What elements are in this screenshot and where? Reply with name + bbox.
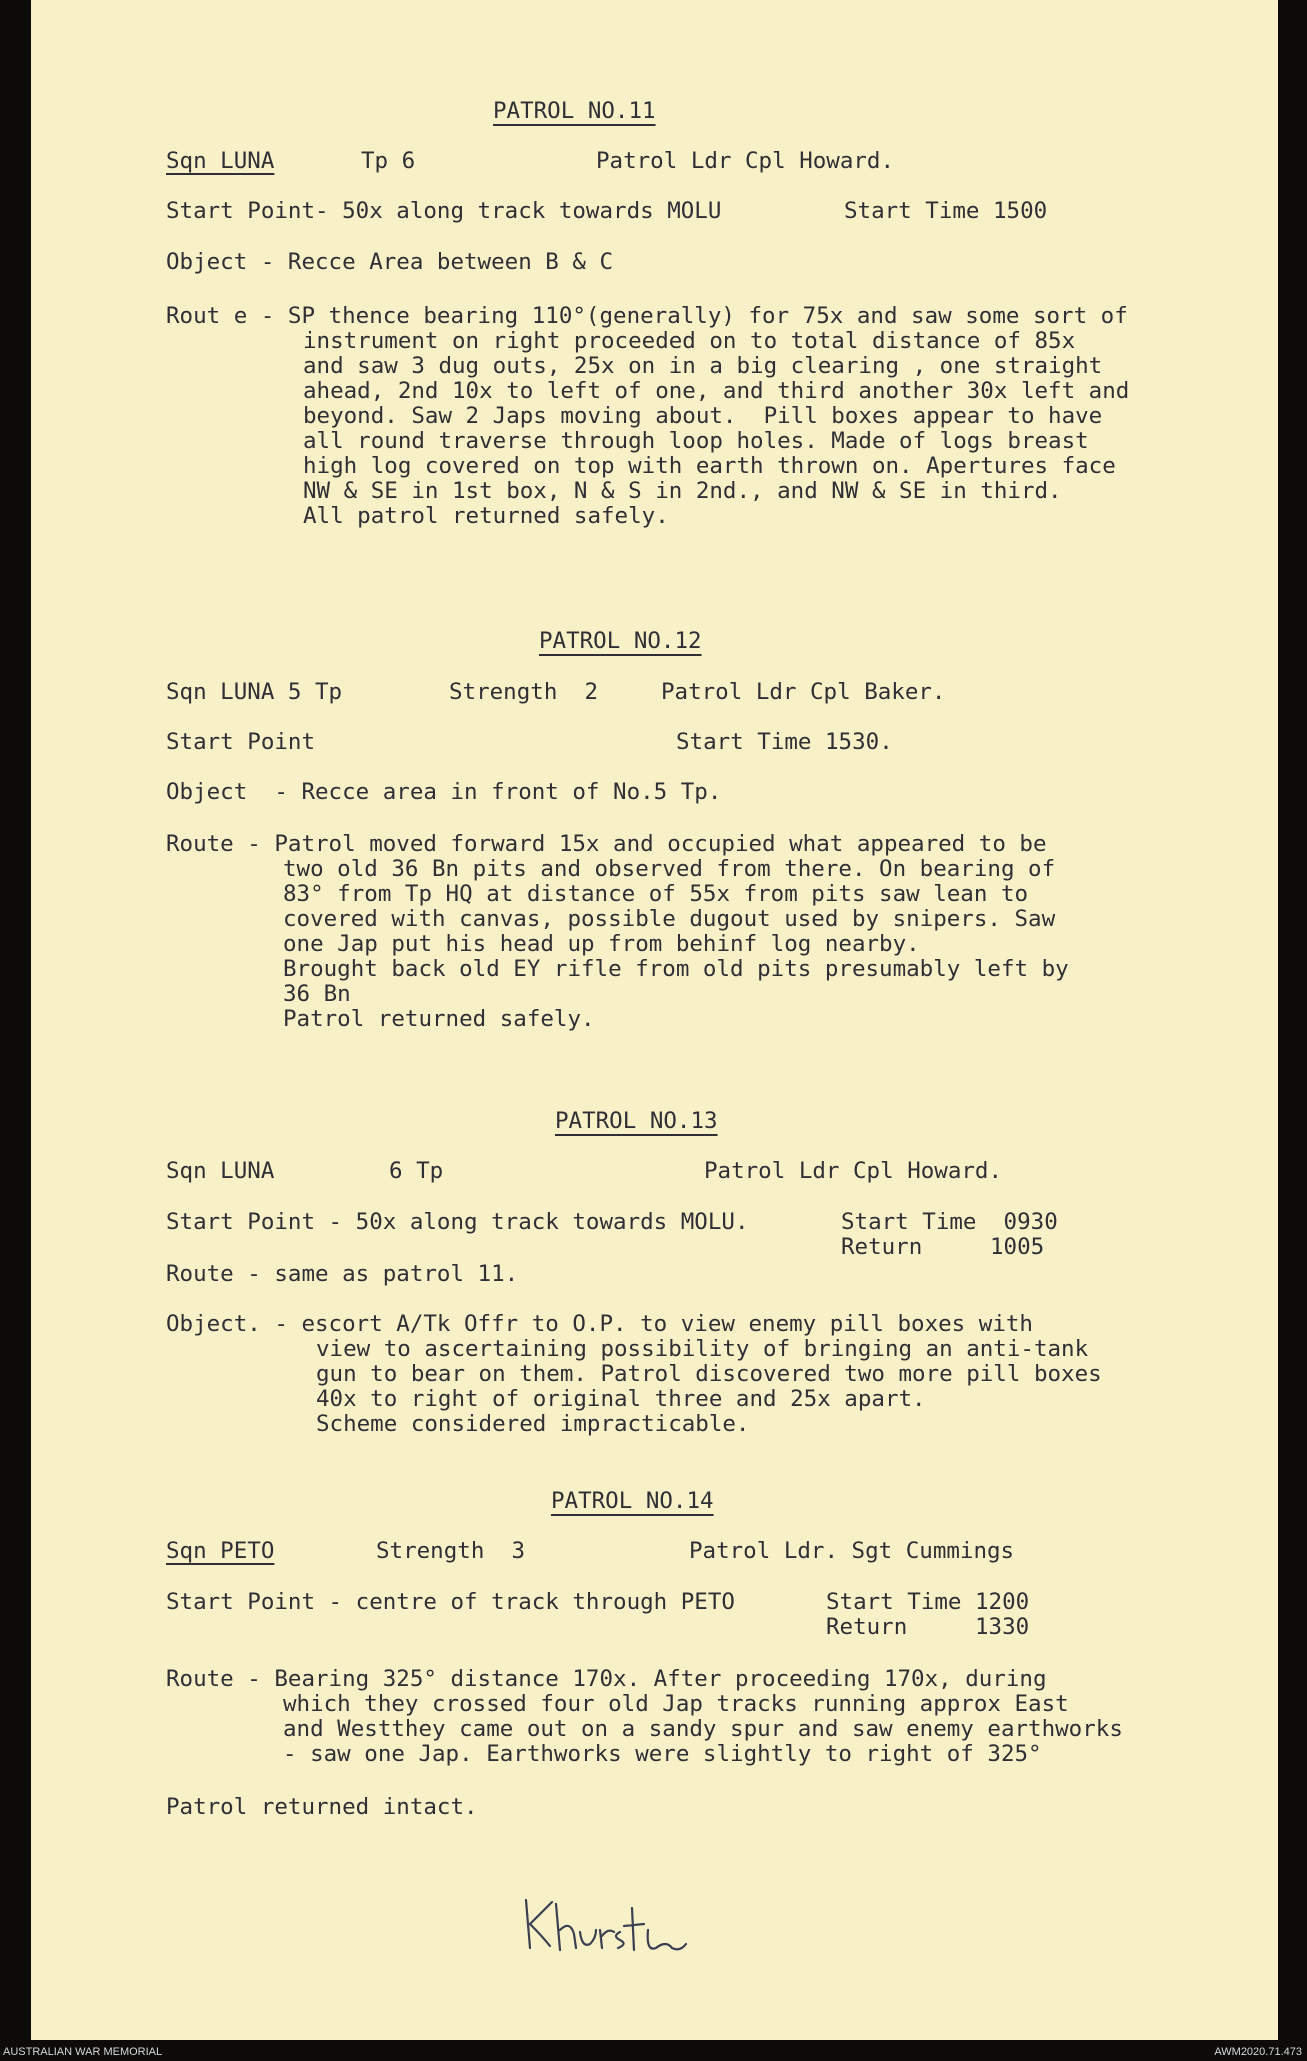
patrol-14-title: PATROL NO.14: [551, 1488, 714, 1514]
patrol-13-start-time: Start Time 0930: [841, 1209, 1058, 1235]
patrol-12-title: PATROL NO.12: [539, 628, 702, 654]
patrol-11-leader: Patrol Ldr Cpl Howard.: [596, 148, 895, 174]
patrol-11-object: Object - Recce Area between B & C: [166, 249, 614, 275]
patrol-13-leader: Patrol Ldr Cpl Howard.: [704, 1158, 1003, 1184]
patrol-12-strength: Strength 2: [449, 679, 599, 705]
patrol-14-start-point: Start Point - centre of track through PETO: [166, 1589, 735, 1615]
patrol-11-start-point: Start Point- 50x along track towards MOLU: [166, 198, 722, 224]
patrol-11-route-line: instrument on right proceeded on to total distance of 85x: [303, 328, 1076, 354]
patrol-12-start-point: Start Point: [166, 729, 316, 755]
patrol-13-object-line: Object. - escort A/Tk Offr to O.P. to view enemy pill boxes with: [166, 1311, 1033, 1337]
patrol-12-route-line: Brought back old EY rifle from old pits presumably left by: [283, 956, 1069, 982]
patrol-12-leader: Patrol Ldr Cpl Baker.: [661, 679, 946, 705]
patrol-13-route: Route - same as patrol 11.: [166, 1261, 519, 1287]
patrol-13-object-line: Scheme considered impracticable.: [316, 1411, 750, 1437]
patrol-13-object-line: view to ascertaining possibility of bringing an anti-tank: [316, 1336, 1089, 1362]
patrol-11-route-line: all round traverse through loop holes. Made of logs breast: [303, 428, 1089, 454]
patrol-12-route-line: 36 Bn: [283, 981, 351, 1007]
patrol-11-route-line: NW & SE in 1st box, N & S in 2nd., and NW & SE in third.: [303, 478, 1062, 504]
signature: [516, 1890, 696, 1974]
patrol-12-route-line: Route - Patrol moved forward 15x and occupied what appeared to be: [166, 831, 1047, 857]
patrol-11-tp: Tp 6: [361, 148, 416, 174]
patrol-11-route-line: All patrol returned safely.: [303, 503, 669, 529]
patrol-12-object: Object - Recce area in front of No.5 Tp.: [166, 779, 722, 805]
patrol-12-start-time: Start Time 1530.: [676, 729, 893, 755]
patrol-13-return-time: Return 1005: [841, 1234, 1045, 1260]
patrol-14-start-time: Start Time 1200: [826, 1589, 1030, 1615]
patrol-12-route-line: two old 36 Bn pits and observed from there. On bearing of: [283, 856, 1056, 882]
patrol-11-route-line: Rout e - SP thence bearing 110°(generally) for 75x and saw some sort of: [166, 303, 1128, 329]
patrol-14-strength: Strength 3: [376, 1538, 526, 1564]
patrol-14-route-line: and Westthey came out on a sandy spur and saw enemy earthworks: [283, 1716, 1123, 1742]
patrol-14-sqn: Sqn PETO: [166, 1538, 275, 1564]
document-page: [31, 0, 1278, 2040]
patrol-12-route-line: covered with canvas, possible dugout used by snipers. Saw: [283, 906, 1056, 932]
patrol-11-route-line: ahead, 2nd 10x to left of one, and third another 30x left and: [303, 378, 1130, 404]
patrol-14-route-line: - saw one Jap. Earthworks were slightly to right of 325°: [283, 1741, 1042, 1767]
patrol-13-object-line: 40x to right of original three and 25x apart.: [316, 1386, 926, 1412]
patrol-12-route-line: Patrol returned safely.: [283, 1006, 595, 1032]
patrol-11-route-line: beyond. Saw 2 Japs moving about. Pill boxes appear to have: [303, 403, 1103, 429]
patrol-14-route-line: Route - Bearing 325° distance 170x. After proceeding 170x, during: [166, 1666, 1047, 1692]
patrol-13-sqn: Sqn LUNA: [166, 1158, 275, 1184]
footer-reference: AWM2020.71.473: [1214, 2046, 1302, 2058]
patrol-14-return-time: Return 1330: [826, 1614, 1030, 1640]
patrol-13-tp: 6 Tp: [389, 1158, 444, 1184]
patrol-11-route-line: and saw 3 dug outs, 25x on in a big clearing , one straight: [303, 353, 1103, 379]
patrol-14-leader: Patrol Ldr. Sgt Cummings: [689, 1538, 1015, 1564]
patrol-13-title: PATROL NO.13: [555, 1108, 718, 1134]
patrol-11-start-time: Start Time 1500: [844, 198, 1048, 224]
patrol-13-object-line: gun to bear on them. Patrol discovered two more pill boxes: [316, 1361, 1102, 1387]
patrol-11-route-line: high log covered on top with earth thrown on. Apertures face: [303, 453, 1116, 479]
patrol-11-title: PATROL NO.11: [493, 98, 656, 124]
footer-source: AUSTRALIAN WAR MEMORIAL: [3, 2046, 163, 2058]
patrol-11-sqn: Sqn LUNA: [166, 148, 275, 174]
patrol-12-sqn: Sqn LUNA 5 Tp: [166, 679, 343, 705]
patrol-14-closing: Patrol returned intact.: [166, 1794, 478, 1820]
patrol-13-start-point: Start Point - 50x along track towards MOLU.: [166, 1209, 749, 1235]
patrol-14-route-line: which they crossed four old Jap tracks running approx East: [283, 1691, 1069, 1717]
patrol-12-route-line: one Jap put his head up from behinf log nearby.: [283, 931, 920, 957]
patrol-12-route-line: 83° from Tp HQ at distance of 55x from pits saw lean to: [283, 881, 1029, 907]
